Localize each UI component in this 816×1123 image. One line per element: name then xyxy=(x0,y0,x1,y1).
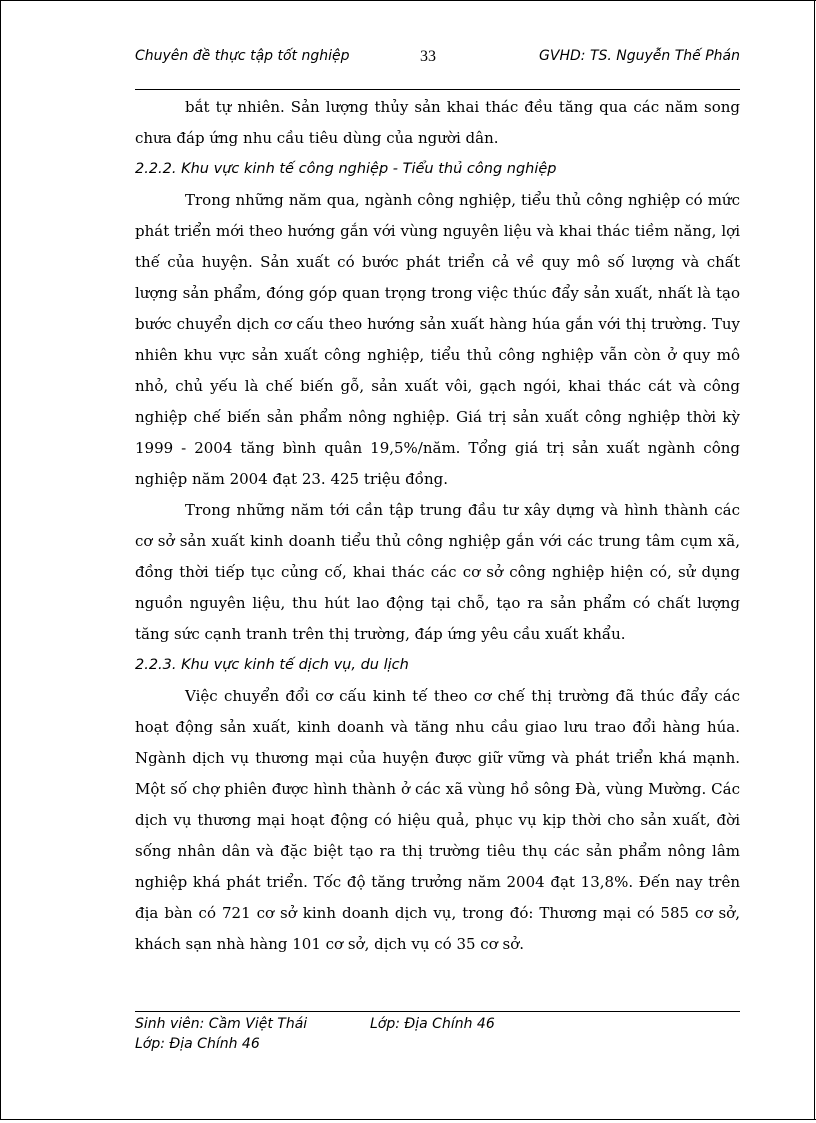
header-document-title: Chuyên đề thực tập tốt nghiệp xyxy=(135,48,350,64)
section-heading-2-2-3: 2.2.3. Khu vực kinh tế dịch vụ, du lịch xyxy=(135,657,409,673)
page-border-right xyxy=(814,0,815,1120)
page-body xyxy=(135,92,740,960)
header-page-number: 33 xyxy=(420,48,436,65)
continued-paragraph: bắt tự nhiên. Sản lượng thủy sản khai thác đều tăng qua các năm song chưa đáp ứng nhu cầu tiêu dùng của người dân. xyxy=(135,98,740,147)
footer-student-name: Sinh viên: Cầm Việt Thái xyxy=(135,1016,308,1032)
page-border-top xyxy=(0,0,816,1)
header-divider xyxy=(135,89,740,90)
page-border-bottom xyxy=(0,1119,816,1120)
footer-class-label: Lớp: Địa Chính 46 xyxy=(370,1016,495,1032)
paragraph-industry-overview: Trong những năm qua, ngành công nghiệp, tiểu thủ công nghiệp có mức phát triển mới theo hướng gắn với vùng nguyên liệu và khai thác tiềm năng, lợi thế của huyện. Sản xuất có bước phát triển cả về quy mô số lượng và chất lượng sản phẩm, đóng góp quan trọng trong việc thúc đẩy sản xuất, nhất là tạo bước chuyển dịch cơ cấu theo hướng sản xuất hàng húa gắn với thị trường. Tuy nhiên khu vực sản xuất công nghiệp, tiểu thủ công nghiệp vẫn còn ở quy mô nhỏ, chủ yếu là chế biến gỗ, sản xuất vôi, gạch ngói, khai thác cát và công nghiệp chế biến sản phẩm nông nghiệp. Giá trị sản xuất công nghiệp thời kỳ 1999 - 2004 tăng bình quân 19,5%/năm. Tổng giá trị sản xuất ngành công nghiệp năm 2004 đạt 23. 425 triệu đồng. xyxy=(135,191,740,488)
footer-class-label-repeat: Lớp: Địa Chính 46 xyxy=(135,1036,260,1052)
paragraph-industry-plans: Trong những năm tới cần tập trung đầu tư xây dựng và hình thành các cơ sở sản xuất kinh doanh tiểu thủ công nghiệp gắn với các trung tâm cụm xã, đồng thời tiếp tục củng cố, khai thác các cơ sở công nghiệp hiện có, sử dụng nguồn nguyên liệu, thu hút lao động tại chỗ, tạo ra sản phẩm có chất lượng tăng sức cạnh tranh trên thị trường, đáp ứng yêu cầu xuất khẩu. xyxy=(135,501,740,643)
page-header xyxy=(135,48,740,70)
header-supervisor: GVHD: TS. Nguyễn Thế Phán xyxy=(539,48,740,64)
paragraph-services: Việc chuyển đổi cơ cấu kinh tế theo cơ chế thị trường đã thúc đẩy các hoạt động sản xuất, kinh doanh và tăng nhu cầu giao lưu trao đổi hàng húa. Ngành dịch vụ thương mại của huyện được giữ vững và phát triển khá mạnh. Một số chợ phiên được hình thành ở các xã vùng hồ sông Đà, vùng Mường. Các dịch vụ thương mại hoạt động có hiệu quả, phục vụ kịp thời cho sản xuất, đời sống nhân dân và đặc biệt tạo ra thị trường tiêu thụ các sản phẩm nông lâm nghiệp khá phát triển. Tốc độ tăng trưởng năm 2004 đạt 13,8%. Đến nay trên địa bàn có 721 cơ sở kinh doanh dịch vụ, trong đó: Thương mại có 585 cơ sở, khách sạn nhà hàng 101 cơ sở, dịch vụ có 35 cơ sở. xyxy=(135,687,740,953)
page-border-left xyxy=(0,0,1,1120)
footer-divider xyxy=(135,1011,740,1012)
section-heading-2-2-2: 2.2.2. Khu vực kinh tế công nghiệp - Tiểu thủ công nghiệp xyxy=(135,161,557,177)
